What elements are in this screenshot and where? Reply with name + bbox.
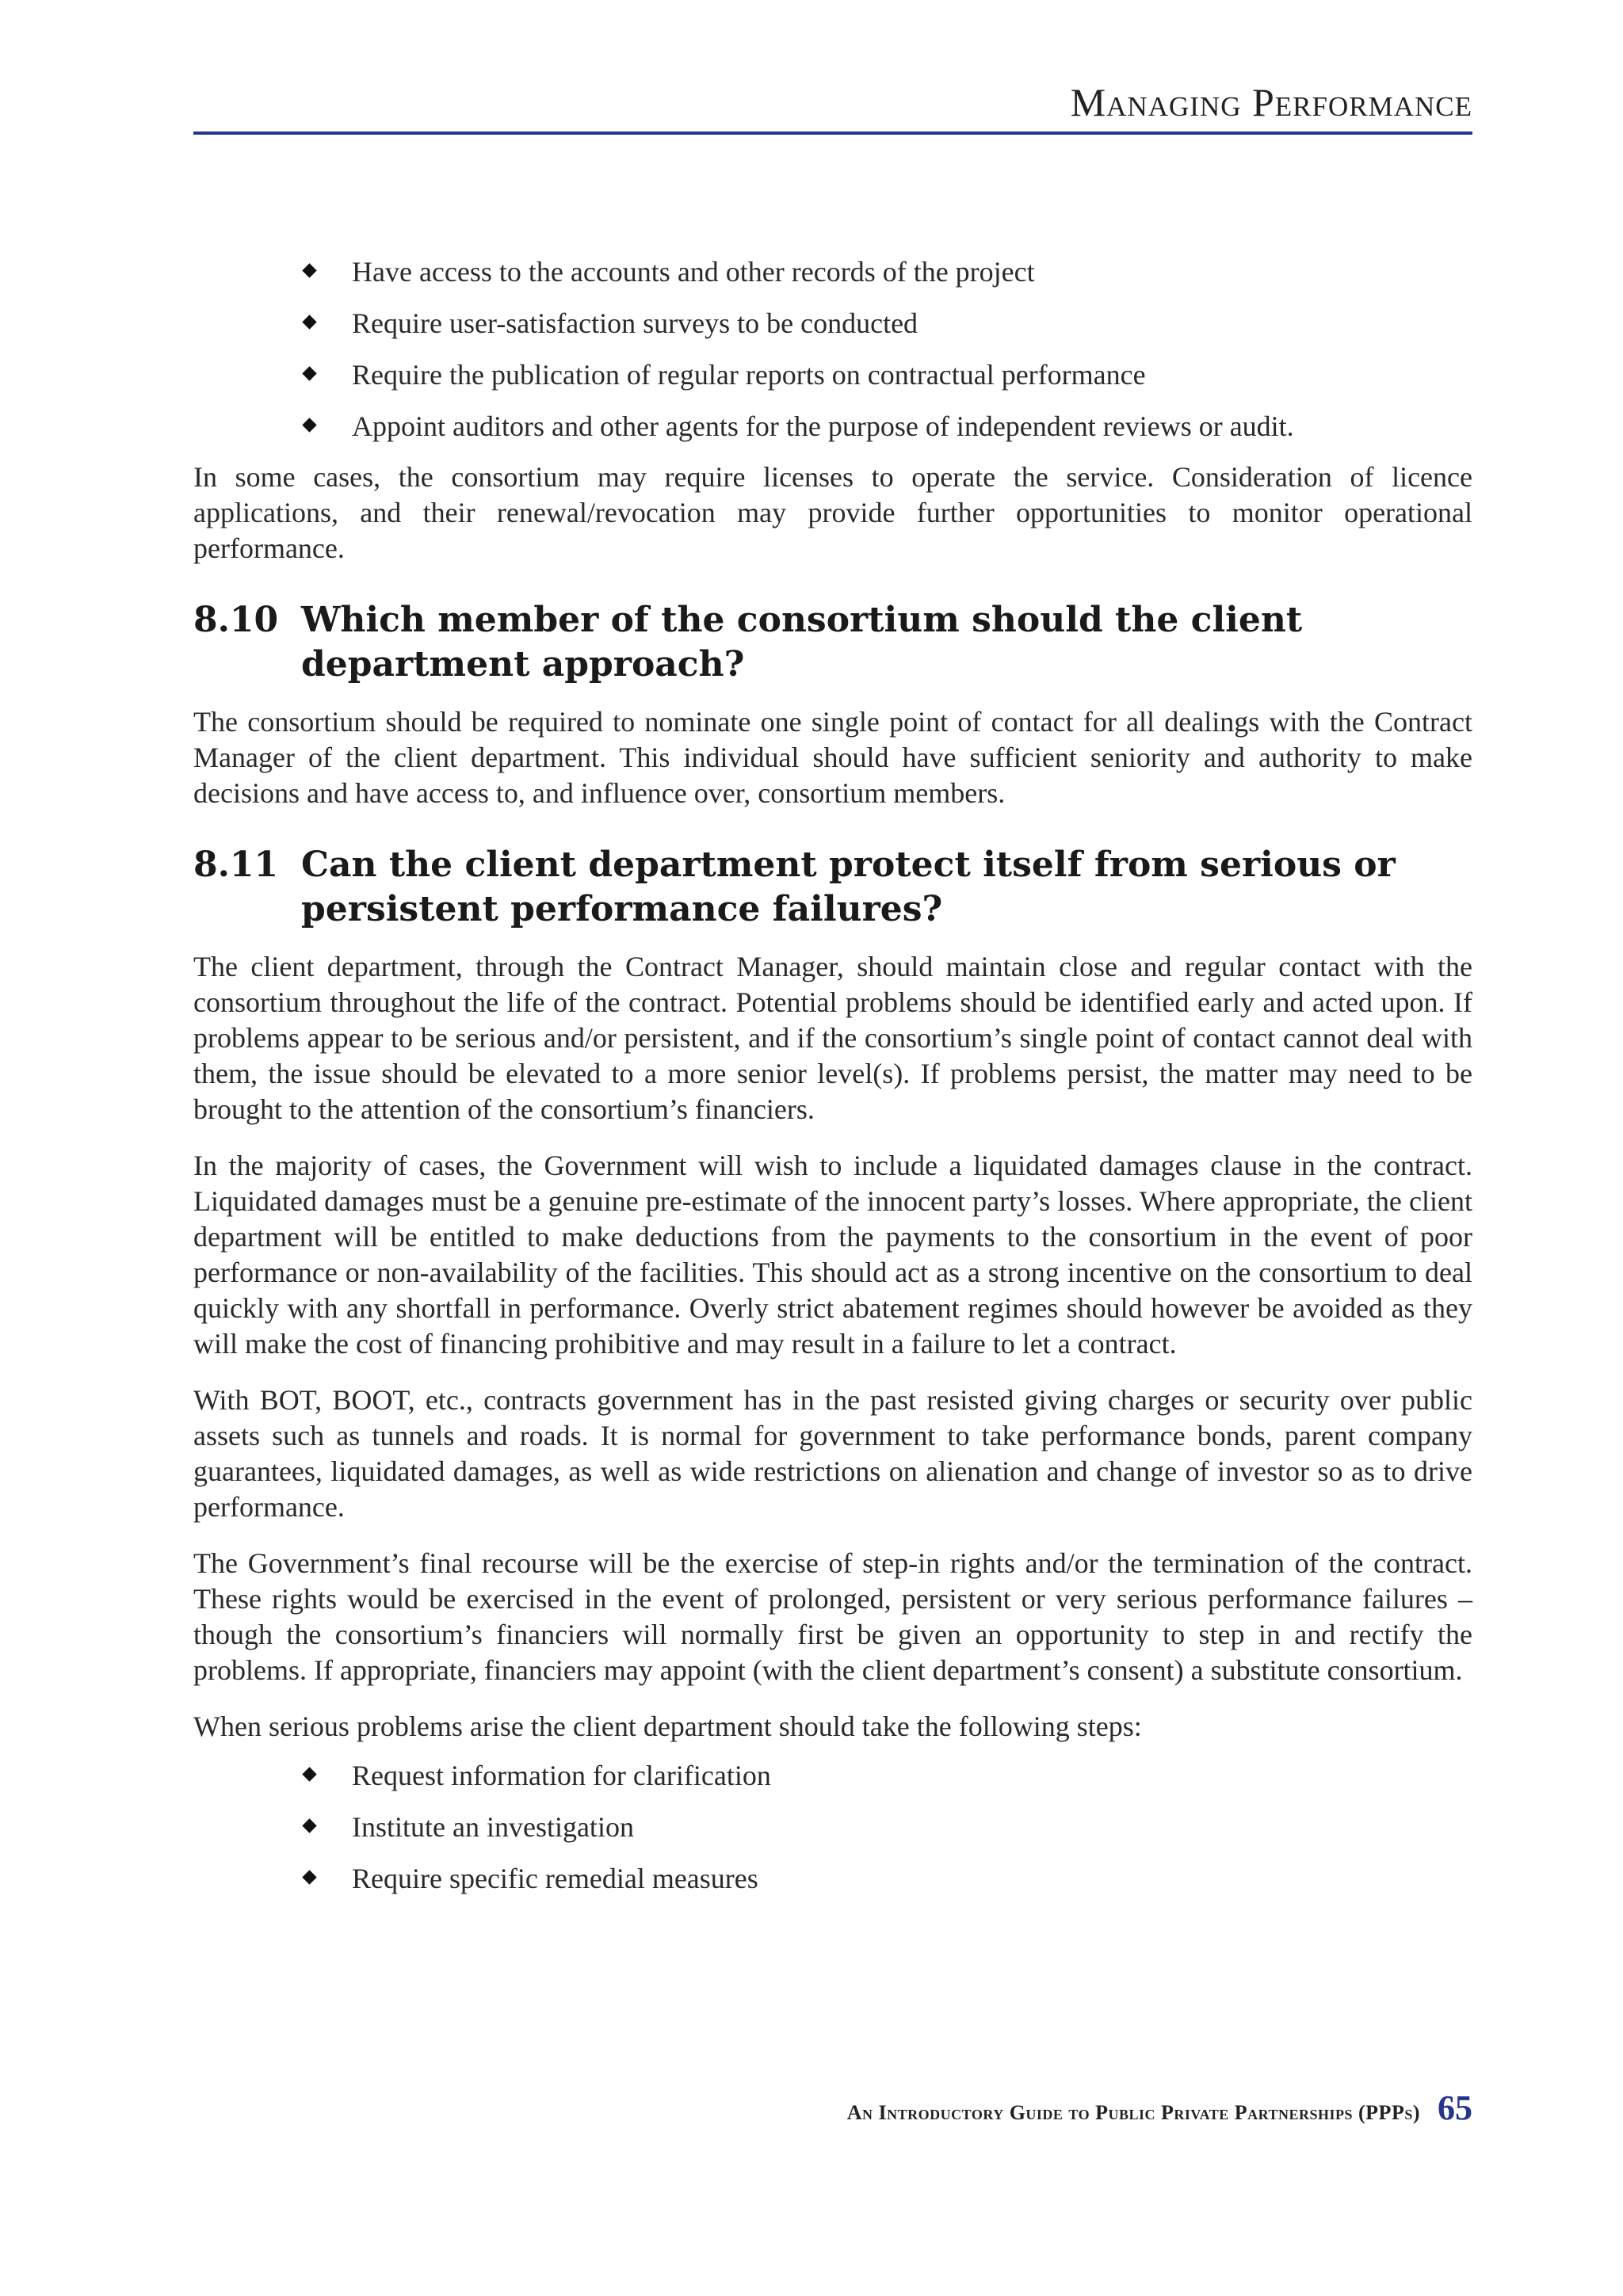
section-title: Can the client department protect itself from serious or persistent performance failures? — [301, 845, 1396, 929]
diamond-bullet-icon — [302, 263, 316, 277]
list-item: Require user-satisfaction surveys to be conducted — [304, 305, 1472, 341]
diamond-bullet-icon — [302, 1818, 316, 1833]
list-item: Require specific remedial measures — [304, 1860, 1472, 1897]
page-header — [193, 76, 1472, 135]
list-item: Appoint auditors and other agents for the purpose of independent reviews or audit. — [304, 408, 1472, 444]
list-item: Have access to the accounts and other records of the project — [304, 254, 1472, 290]
footer-guide-title: An Introductory Guide to Public Private Partnerships (PPPs) — [846, 2101, 1420, 2124]
section-number: 8.10 — [193, 600, 279, 640]
list-item: Require the publication of regular reports on contractual performance — [304, 357, 1472, 393]
bullet-list-top — [304, 254, 1472, 444]
section-title: Which member of the consortium should the client department approach? — [301, 600, 1303, 685]
paragraph-bot-boot: With BOT, BOOT, etc., contracts government has in the past resisted giving charges or security over public assets such as tunnels and roads. It is normal for government to take performance bonds, parent company guarantees, liquidated damages, as well as wide restrictions on alienation and change of investor so as to drive performance. — [193, 1384, 1472, 1523]
bullet-list-steps — [304, 1757, 1472, 1897]
section-number: 8.11 — [193, 845, 279, 885]
page-footer — [847, 2088, 1472, 2128]
diamond-bullet-icon — [302, 366, 316, 380]
paragraph-liquidated-damages: In the majority of cases, the Government will wish to include a liquidated damages clause in the contract. Liquidated damages must be a genuine pre-estimate of the innocent party’s losses. Where appropriate, the client department will be entitled to make deductions from the payments to the consortium in the event of poor performance or non-availability of the facilities. This should act as a strong incentive on the consortium to deal quickly with any shortfall in performance. Overly strict abatement regimes should however be avoided as they will make the cost of financing prohibitive and may result in a failure to let a contract. — [193, 1150, 1472, 1360]
list-item: Institute an investigation — [304, 1809, 1472, 1845]
running-head: Managing Performance — [1070, 80, 1472, 124]
paragraph-steps-intro: When serious problems arise the client department should take the following steps: — [193, 1711, 1142, 1742]
section-heading-8-10 — [193, 598, 1472, 687]
page-number: 65 — [1438, 2088, 1472, 2127]
paragraph-contact: The client department, through the Contract Manager, should maintain close and regular contact with the consortium throughout the life of the contract. Potential problems should be identified early and acted upon. If problems appear to be serious and/or persistent, and if the consortium’s single point of contact cannot deal with them, the issue should be elevated to a more senior level(s). If problems persist, the matter may need to be brought to the attention of the consortium’s financiers. — [193, 951, 1472, 1125]
page-content — [193, 254, 1472, 1912]
paragraph-final-recourse: The Government’s final recourse will be the exercise of step-in rights and/or the termination of the contract. These rights would be exercised in the event of prolonged, persistent or very serious performance failures – though the consortium’s financiers will normally first be given an opportunity to step in and rectify the problems. If appropriate, financiers may appoint (with the client department’s consent) a substitute consortium. — [193, 1547, 1472, 1686]
paragraph-single-contact: The consortium should be required to nominate one single point of contact for all dealings with the Contract Manager of the client department. This individual should have sufficient seniority and authority to make decisions and have access to, and influence over, consortium members. — [193, 706, 1472, 809]
diamond-bullet-icon — [302, 315, 316, 329]
diamond-bullet-icon — [302, 1870, 316, 1884]
paragraph-licences: In some cases, the consortium may require licenses to operate the service. Consideration of licence applications, and their renewal/revocation may provide further opportunities to monitor operational performance. — [193, 461, 1472, 564]
diamond-bullet-icon — [302, 1767, 316, 1781]
diamond-bullet-icon — [302, 418, 316, 432]
list-item: Request information for clarification — [304, 1757, 1472, 1794]
section-heading-8-11 — [193, 843, 1472, 932]
